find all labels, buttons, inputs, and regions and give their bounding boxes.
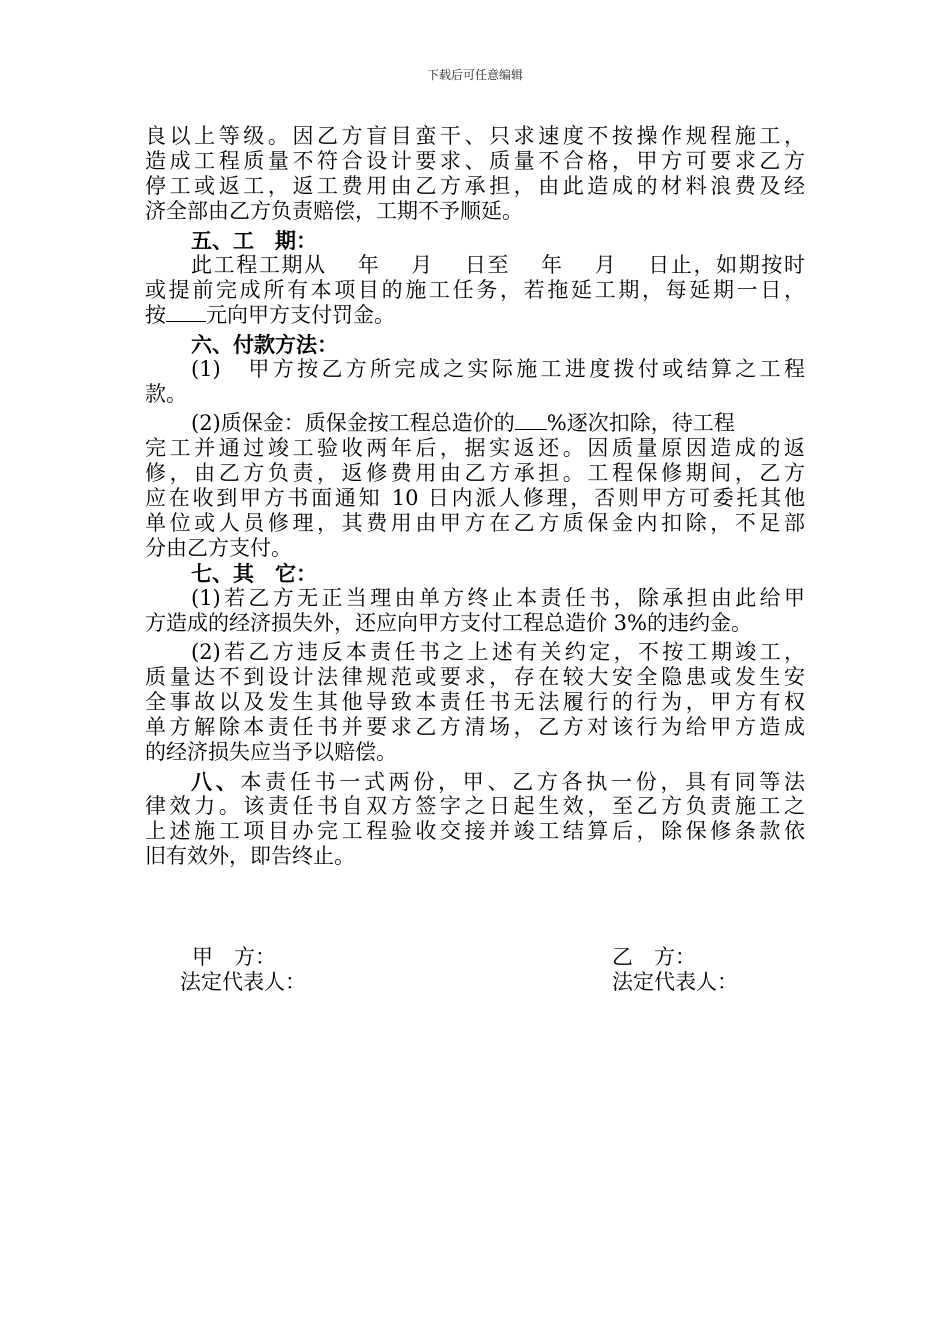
text-line: 款。 — [145, 382, 187, 406]
text-line: 停工或返工，返工费用由乙方承担，由此造成的材料浪费及经 — [145, 174, 805, 198]
section-heading-6: 六、付款方法： — [191, 332, 338, 357]
text-line: 方造成的经济损失外，还应向甲方支付工程总造价 3%的违约金。 — [145, 611, 752, 635]
text-line: 修，由乙方负责，返修费用由乙方承担。工程保修期间，乙方 — [145, 461, 805, 485]
text-line: 或提前完成所有本项目的施工任务，若拖延工期，每延期一日， — [145, 278, 805, 302]
text-fragment: %逐次扣除，待工程 — [546, 411, 735, 435]
text-line — [145, 303, 805, 328]
section-heading-8: 八、 — [191, 769, 241, 794]
text-line: 质量达不到设计法律规范或要求，存在较大安全隐患或发生安 — [145, 665, 805, 689]
party-a-label: 甲 方： — [192, 945, 276, 969]
fill-in-blank — [166, 303, 206, 322]
text-line: 良以上等级。因乙方盲目蛮干、只求速度不按操作规程施工， — [145, 124, 805, 148]
party-b-rep-label: 法定代表人： — [612, 970, 738, 994]
text-line: 完工并通过竣工验收两年后，据实返还。因质量原因造成的返 — [145, 436, 805, 460]
text-line: (1) 甲方按乙方所完成之实际施工进度拨付或结算之工程 — [191, 357, 805, 381]
text-line: 应在收到甲方书面通知 10 日内派人修理，否则甲方可委托其他 — [145, 486, 805, 510]
text-line: (1)若乙方无正当理由单方终止本责任书，除承担由此给甲 — [191, 586, 805, 610]
text-line: 分由乙方支付。 — [145, 536, 292, 560]
party-b-label: 乙 方： — [612, 945, 696, 969]
text-line: 上述施工项目办完工程验收交接并竣工结算后，除保修条款依 — [145, 819, 805, 843]
text-line: 单位或人员修理，其费用由甲方在乙方质保金内扣除，不足部 — [145, 511, 805, 535]
signature-party-a — [180, 945, 306, 995]
text-line — [145, 411, 805, 436]
signature-party-b — [612, 945, 738, 995]
text-line: 此工程工期从 年 月 日至 年 月 日止，如期按时 — [191, 253, 805, 277]
text-line: (2)若乙方违反本责任书之上述有关约定，不按工期竣工， — [191, 640, 805, 664]
text-line — [145, 769, 805, 794]
text-fragment: 本责任书一式两份，甲、乙方各执一份，具有同等法 — [240, 770, 806, 794]
text-fragment: 元向甲方支付罚金。 — [206, 303, 395, 327]
text-line: 单方解除本责任书并要求乙方清场，乙方对该行为给甲方造成 — [145, 715, 805, 739]
text-line: 全事故以及发生其他导致本责任书无法履行的行为，甲方有权 — [145, 690, 805, 714]
text-line: 的经济损失应当予以赔偿。 — [145, 740, 397, 764]
text-line: 济全部由乙方负责赔偿，工期不予顺延。 — [145, 199, 523, 223]
fill-in-blank — [515, 411, 547, 430]
section-heading-5: 五、工 期： — [191, 228, 317, 253]
text-fragment: 按 — [145, 303, 166, 327]
document-body — [145, 124, 805, 869]
section-heading-7: 七、其 它： — [191, 561, 317, 586]
page-header: 下载后可任意编辑 — [426, 68, 523, 82]
text-fragment: (2)质保金：质保金按工程总造价的 — [191, 411, 515, 435]
text-line: 旧有效外，即告终止。 — [145, 844, 355, 868]
text-line: 律效力。该责任书自双方签字之日起生效，至乙方负责施工之 — [145, 794, 805, 818]
text-line: 造成工程质量不符合设计要求、质量不合格，甲方可要求乙方 — [145, 149, 805, 173]
party-a-rep-label: 法定代表人： — [180, 970, 306, 994]
